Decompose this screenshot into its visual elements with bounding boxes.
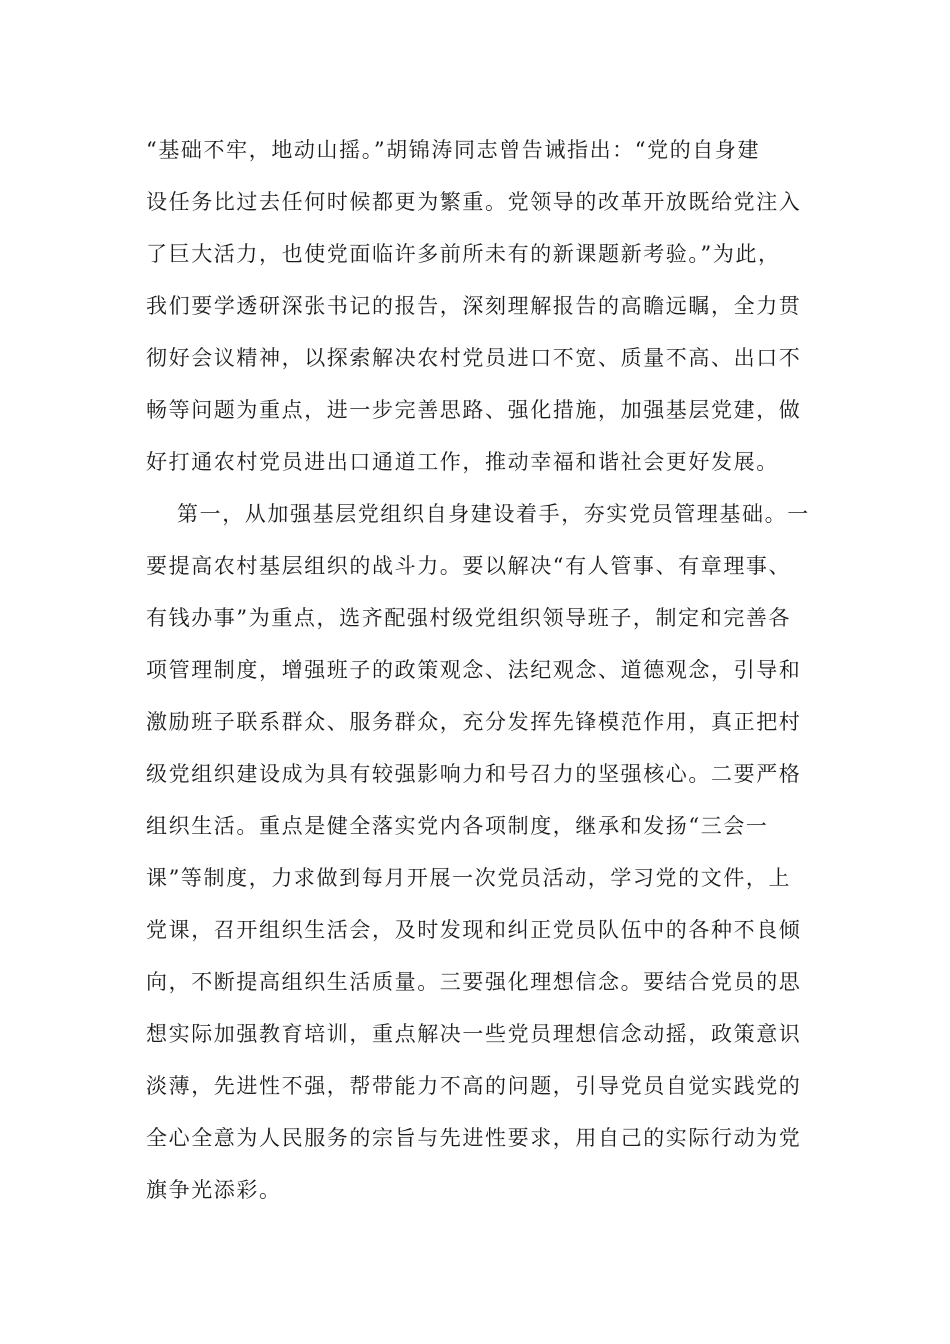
paragraph-1-line: 了巨大活力，也使党面临许多前所未有的新课题新考验。”为此， — [146, 242, 781, 266]
paragraph-2-line: 级党组织建设成为具有较强影响力和号召力的坚强核心。二要严格 — [146, 762, 802, 786]
paragraph-2-line: 淡薄，先进性不强，帮带能力不高的问题，引导党员自觉实践党的 — [146, 1074, 802, 1098]
paragraph-1-line: 设任务比过去任何时候都更为繁重。党领导的改革开放既给党注入 — [146, 190, 802, 214]
paragraph-2-line: 党课，召开组织生活会，及时发现和纠正党员队伍中的各种不良倾 — [146, 918, 802, 942]
paragraph-2-line: 要提高农村基层组织的战斗力。要以解决“有人管事、有章理事、 — [146, 554, 792, 578]
paragraph-2-line: 全心全意为人民服务的宗旨与先进性要求，用自己的实际行动为党 — [146, 1126, 802, 1150]
paragraph-1-line: 彻好会议精神，以探索解决农村党员进口不宽、质量不高、出口不 — [146, 346, 802, 370]
paragraph-2-line: 项管理制度，增强班子的政策观念、法纪观念、道德观念，引导和 — [146, 658, 802, 682]
paragraph-2-line: 向，不断提高组织生活质量。三要强化理想信念。要结合党员的思 — [146, 970, 802, 994]
paragraph-2-line: 第一，从加强基层党组织自身建设着手，夯实党员管理基础。一 — [177, 502, 810, 526]
paragraph-2-line: 组织生活。重点是健全落实党内各项制度，继承和发扬“三会一 — [146, 814, 769, 838]
paragraph-2-line: 想实际加强教育培训，重点解决一些党员理想信念动摇，政策意识 — [146, 1022, 802, 1046]
paragraph-1-line: “基础不牢，地动山摇。”胡锦涛同志曾告诫指出：“党的自身建 — [146, 138, 761, 162]
paragraph-2-line: 课”等制度，力求做到每月开展一次党员活动，学习党的文件，上 — [146, 866, 792, 890]
paragraph-1-line: 我们要学透研深张书记的报告，深刻理解报告的高瞻远瞩，全力贯 — [146, 294, 802, 318]
paragraph-2-line: 旗争光添彩。 — [146, 1178, 282, 1202]
paragraph-1-line: 畅等问题为重点，进一步完善思路、强化措施，加强基层党建，做 — [146, 398, 802, 422]
paragraph-2-line: 激励班子联系群众、服务群众，充分发挥先锋模范作用，真正把村 — [146, 710, 802, 734]
paragraph-2-line: 有钱办事”为重点，选齐配强村级党组织领导班子，制定和完善各 — [146, 606, 792, 630]
paragraph-1-line: 好打通农村党员进出口通道工作，推动幸福和谐社会更好发展。 — [146, 450, 779, 474]
